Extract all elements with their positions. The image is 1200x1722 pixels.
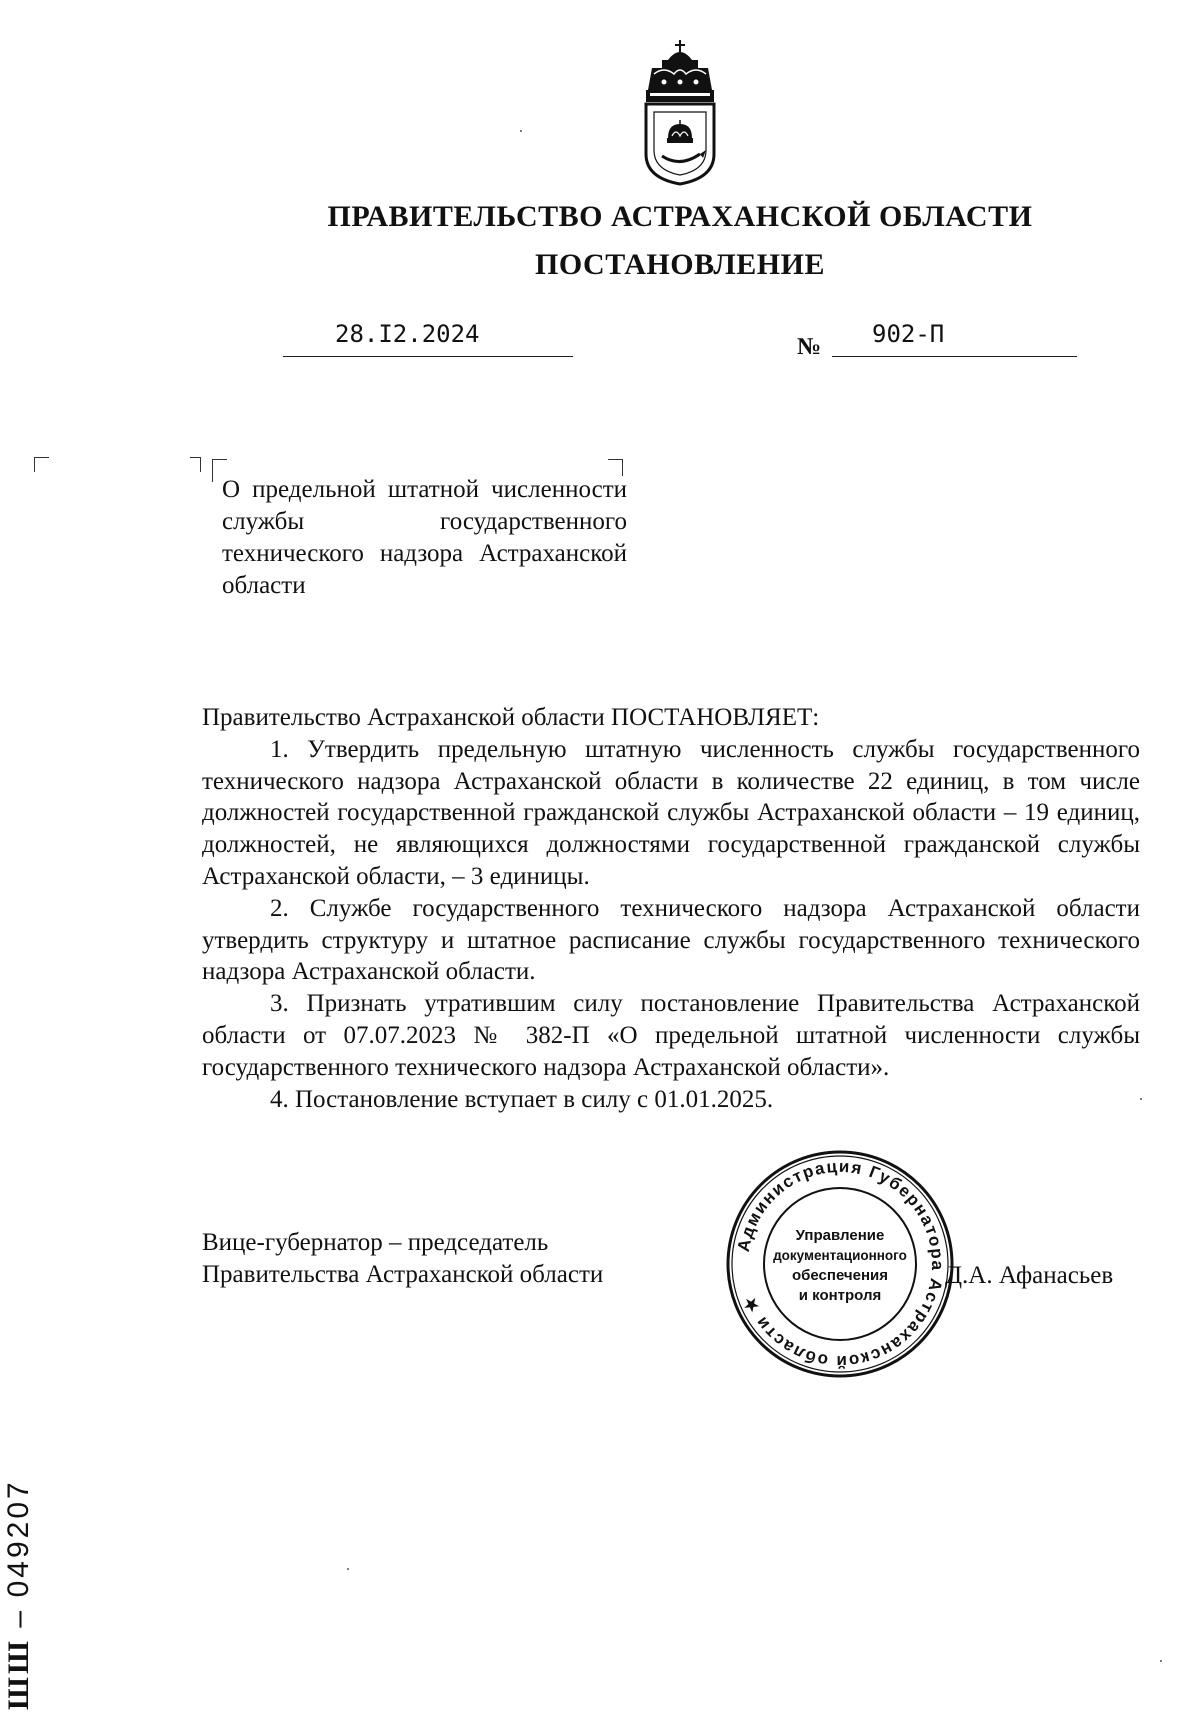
margin-corner-mark bbox=[34, 457, 49, 472]
svg-text:и контроля: и контроля bbox=[798, 1287, 882, 1304]
signatory-position-line-1: Вице-губернатор – председатель bbox=[202, 1229, 549, 1256]
coat-of-arms-icon bbox=[640, 38, 720, 186]
scan-speck bbox=[1140, 1098, 1142, 1100]
signatory-position bbox=[202, 1227, 603, 1291]
scan-speck bbox=[520, 130, 522, 132]
organization-title: ПРАВИТЕЛЬСТВО АСТРАХАНСКОЙ ОБЛАСТИ bbox=[327, 200, 1033, 233]
serial-number bbox=[2, 1390, 36, 1710]
clause-2: 2. Службе государственного технического надзора Астраханской области утвердить структуру и штатное расписание службы государственного технического надзора Астраханской области. bbox=[202, 894, 1140, 986]
svg-text:документационного: документационного bbox=[773, 1248, 907, 1263]
svg-text:Администрация Губернатора Астр: Администрация Губернатора Астраханской области ★ bbox=[733, 1156, 948, 1372]
document-subject: О предельной штатной численности службы государственного технического надзора Астраханской области bbox=[222, 476, 627, 599]
subject-corner-mark bbox=[190, 457, 201, 472]
signer-name: Д.А. Афанасьев bbox=[945, 1262, 1114, 1289]
document-date: 28.I2.2024 bbox=[335, 320, 480, 348]
serial-digits: 049207 bbox=[2, 1479, 35, 1598]
number-field bbox=[832, 320, 1077, 357]
clause-3: 3. Признать утратившим силу постановление Правительства Астраханской области от 07.07.2023 № 382-П «О предельной штатной численности службы государственного технического надзора Астраханской области». bbox=[202, 990, 1140, 1081]
clause-4: 4. Постановление вступает в силу с 01.01.2025. bbox=[270, 1085, 774, 1113]
svg-text:обеспечения: обеспечения bbox=[791, 1267, 889, 1284]
document-number: 902-П bbox=[872, 320, 945, 348]
preamble: Правительство Астраханской области ПОСТАНОВЛЯЕТ: bbox=[202, 704, 820, 731]
serial-dash: – bbox=[2, 1607, 35, 1628]
official-stamp bbox=[724, 1148, 956, 1380]
scan-speck bbox=[1160, 1660, 1162, 1662]
serial-prefix: ШШ bbox=[2, 1638, 35, 1710]
number-sign: № bbox=[797, 334, 822, 360]
scan-speck bbox=[347, 1568, 349, 1570]
clause-1: 1. Утвердить предельную штатную численность службы государственного технического надзора Астраханской области в количестве 22 единиц, в том числе должностей государственной гражданской службы Астраханской области – 19 единиц, должностей, не являющихся должностями государственной гражданской службы Астраханской области, – 3 единицы. bbox=[202, 735, 1140, 890]
document-type: ПОСТАНОВЛЕНИЕ bbox=[535, 248, 825, 281]
signatory-position-line-2: Правительства Астраханской области bbox=[202, 1261, 604, 1288]
document-body bbox=[202, 702, 1140, 1115]
svg-text:Управление: Управление bbox=[795, 1227, 885, 1244]
date-field bbox=[283, 320, 573, 357]
